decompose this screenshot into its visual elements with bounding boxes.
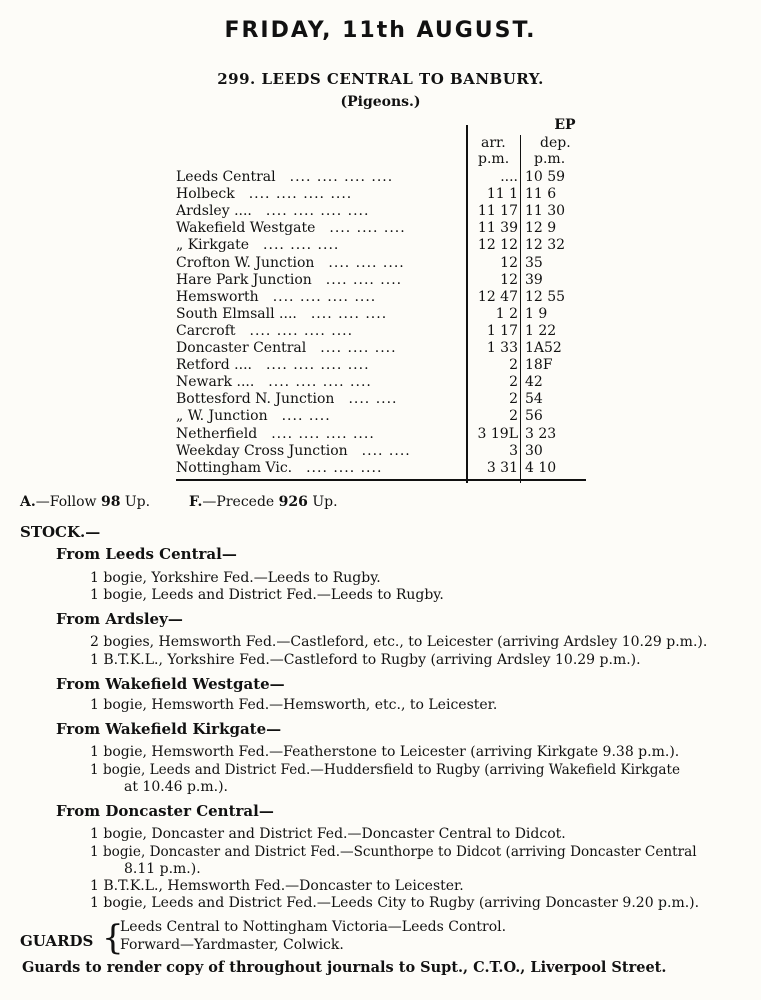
leader-dots: .... .... .... ....: [249, 322, 354, 339]
stock-from-doncaster: From Doncaster Central—: [56, 802, 274, 820]
note-f-tail: Up.: [307, 494, 338, 510]
note-a-text: —Follow: [35, 494, 101, 510]
departure-time: 4 10: [525, 459, 557, 476]
station-name: Holbeck: [176, 186, 235, 203]
leader-dots: .... .... .... ....: [248, 186, 353, 203]
guards-line-2: Forward—Yardmaster, Colwick.: [120, 937, 344, 953]
arrival-time: 11 39: [477, 220, 518, 237]
station-name: Leeds Central: [176, 169, 276, 185]
station-name: Ardsley ....: [176, 203, 252, 220]
leader-dots: .... .... .... ....: [265, 357, 370, 374]
station-name: Newark ....: [176, 374, 255, 391]
stock-line: at 10.46 p.m.).: [124, 779, 229, 795]
arrival-time: 1 33: [486, 340, 518, 356]
arrival-time: 12 12: [477, 237, 518, 254]
station-name: Crofton W. Junction: [176, 254, 315, 271]
leader-dots: .... .... ....: [263, 237, 340, 254]
stock-from-ardsley: From Ardsley—: [56, 610, 183, 628]
stock-line: 1 B.T.K.L., Hemsworth Fed.—Doncaster to Leicester.: [90, 878, 464, 894]
departure-time: 10 59: [525, 169, 566, 185]
note-f-key: F.: [189, 494, 203, 510]
departure-time: 12 55: [525, 288, 566, 305]
departure-time: 1A52: [525, 340, 562, 356]
station-name: Weekday Cross Junction: [176, 442, 348, 459]
departure-time: 12 32: [525, 237, 566, 254]
note-a-key: A.: [20, 494, 36, 510]
arrival-time: 3 31: [486, 459, 518, 476]
leader-dots: .... .... ....: [306, 459, 383, 476]
arr-unit: p.m.: [478, 151, 510, 167]
stock-line: 1 bogie, Doncaster and District Fed.—Doncaster Central to Didcot.: [90, 826, 566, 842]
note-f-num: 926: [278, 494, 308, 510]
guards-label: GUARDS: [20, 932, 94, 950]
departure-time: 18F: [525, 357, 553, 374]
departure-time: 35: [525, 254, 543, 271]
page-title: FRIDAY, 11th AUGUST.: [224, 18, 537, 43]
arrival-time: 3 19L: [477, 425, 518, 442]
station-name: Retford ....: [176, 357, 252, 374]
leader-dots: .... .... .... ....: [271, 425, 375, 442]
arrival-time: 2: [509, 391, 518, 408]
departure-time: 56: [525, 408, 543, 425]
stock-line: 2 bogies, Hemsworth Fed.—Castleford, etc., to Leicester (arriving Ardsley 10.29 p.m.).: [90, 634, 708, 650]
leader-dots: .... .... .... ....: [289, 169, 394, 185]
station-name: Netherfield: [176, 425, 258, 442]
timetable-row: [176, 443, 596, 460]
leader-dots: .... .... ....: [320, 340, 397, 356]
table-bottom-rule: [176, 479, 586, 481]
station-name: Doncaster Central: [176, 340, 307, 356]
arrival-time: 2: [509, 374, 518, 391]
stock-from-wakefield-westgate: From Wakefield Westgate—: [56, 675, 285, 693]
arrival-time: 12: [500, 271, 518, 288]
departure-time: 11 6: [525, 186, 557, 203]
departure-time: 3 23: [525, 425, 557, 442]
stock-from-wakefield-kirkgate: From Wakefield Kirkgate—: [56, 720, 282, 738]
leader-dots: .... .... .... ....: [272, 288, 377, 305]
stock-heading: STOCK.—: [20, 523, 101, 541]
timetable-row: [176, 169, 596, 186]
note-a-tail: Up.: [120, 494, 151, 510]
timetable-row: [176, 272, 596, 289]
stock-line: 1 bogie, Hemsworth Fed.—Featherstone to Leicester (arriving Kirkgate 9.38 p.m.).: [90, 744, 680, 760]
station-name: South Elmsall ....: [176, 305, 297, 322]
timetable-row: [176, 340, 596, 357]
note-f-text: —Precede: [202, 494, 279, 510]
guards-line-1: Leeds Central to Nottingham Victoria—Leeds Control.: [120, 919, 507, 935]
train-class-heading: EP: [554, 117, 576, 133]
arrival-time: 12 47: [477, 288, 518, 305]
departure-time: 30: [525, 442, 543, 459]
leader-dots: .... .... ....: [328, 254, 405, 271]
leader-dots: .... .... .... ....: [268, 374, 372, 391]
note-a-num: 98: [100, 494, 121, 510]
timetable-row: [176, 323, 596, 340]
stock-line: 1 bogie, Leeds and District Fed.—Leeds City to Rugby (arriving Doncaster 9.20 p.m.).: [90, 895, 700, 911]
leader-dots: .... ....: [348, 391, 398, 408]
timetable-row: [176, 306, 596, 323]
station-name: Carcroft: [176, 322, 236, 339]
train-subtitle: (Pigeons.): [340, 94, 421, 110]
stock-line: 8.11 p.m.).: [124, 861, 201, 877]
arrival-time: 1 2: [495, 305, 518, 322]
arrival-time: 1 17: [486, 322, 518, 339]
departure-time: 39: [525, 271, 543, 288]
stock-line: 1 bogie, Doncaster and District Fed.—Scunthorpe to Didcot (arriving Doncaster Central: [90, 844, 697, 860]
timetable-row: [176, 289, 596, 306]
footer-instruction: Guards to render copy of throughout journals to Supt., C.T.O., Liverpool Street.: [22, 959, 667, 976]
timetable-row: [176, 460, 596, 477]
arrival-time: ....: [500, 169, 518, 185]
arrival-time: 11 17: [477, 203, 518, 220]
arr-header: arr.: [481, 135, 506, 151]
stock-line: 1 bogie, Leeds and District Fed.—Leeds to Rugby.: [90, 587, 444, 603]
timetable-row: [176, 374, 596, 391]
timetable-row: [176, 255, 596, 272]
timetable-row: [176, 408, 596, 425]
station-name: „ Kirkgate: [176, 237, 250, 254]
station-name: Bottesford N. Junction: [176, 391, 335, 408]
dep-unit: p.m.: [534, 151, 566, 167]
leader-dots: .... .... ....: [325, 271, 403, 288]
timetable-row: [176, 203, 596, 220]
departure-time: 1 9: [525, 305, 548, 322]
footnotes: [20, 494, 338, 510]
train-title: 299. LEEDS CENTRAL TO BANBURY.: [217, 70, 544, 88]
stock-line: 1 bogie, Hemsworth Fed.—Hemsworth, etc., to Leicester.: [90, 697, 498, 713]
stock-line: 1 bogie, Leeds and District Fed.—Huddersfield to Rugby (arriving Wakefield Kirkgate: [90, 762, 681, 778]
arrival-time: 3: [509, 442, 518, 459]
timetable-row: [176, 186, 596, 203]
station-name: Hare Park Junction: [176, 271, 312, 288]
leader-dots: .... .... ....: [310, 305, 388, 322]
leader-dots: .... .... ....: [329, 220, 406, 237]
leader-dots: .... ....: [361, 442, 411, 459]
departure-time: 1 22: [525, 322, 557, 339]
arrival-time: 12: [500, 254, 518, 271]
departure-time: 42: [525, 374, 543, 391]
departure-time: 12 9: [525, 220, 557, 237]
timetable-row: [176, 426, 596, 443]
arrival-time: 2: [509, 357, 518, 374]
stock-line: 1 B.T.K.L., Yorkshire Fed.—Castleford to Rugby (arriving Ardsley 10.29 p.m.).: [90, 652, 641, 668]
station-name: Nottingham Vic.: [176, 459, 293, 476]
timetable-row: [176, 237, 596, 254]
timetable-row: [176, 357, 596, 374]
leader-dots: .... .... .... ....: [265, 203, 370, 220]
arrival-time: 2: [509, 408, 518, 425]
timetable-row: [176, 391, 596, 408]
leader-dots: .... ....: [281, 408, 331, 425]
stock-line: 1 bogie, Yorkshire Fed.—Leeds to Rugby.: [90, 570, 381, 586]
departure-time: 54: [525, 391, 543, 408]
station-name: Hemsworth: [176, 288, 259, 305]
stock-from-leeds: From Leeds Central—: [56, 545, 237, 563]
station-name: Wakefield Westgate: [176, 220, 316, 237]
station-name: „ W. Junction: [176, 408, 268, 425]
brace-glyph: {: [102, 918, 124, 958]
arrival-time: 11 1: [486, 186, 518, 203]
timetable-row: [176, 220, 596, 237]
departure-time: 11 30: [525, 203, 566, 220]
dep-header: dep.: [540, 135, 571, 151]
